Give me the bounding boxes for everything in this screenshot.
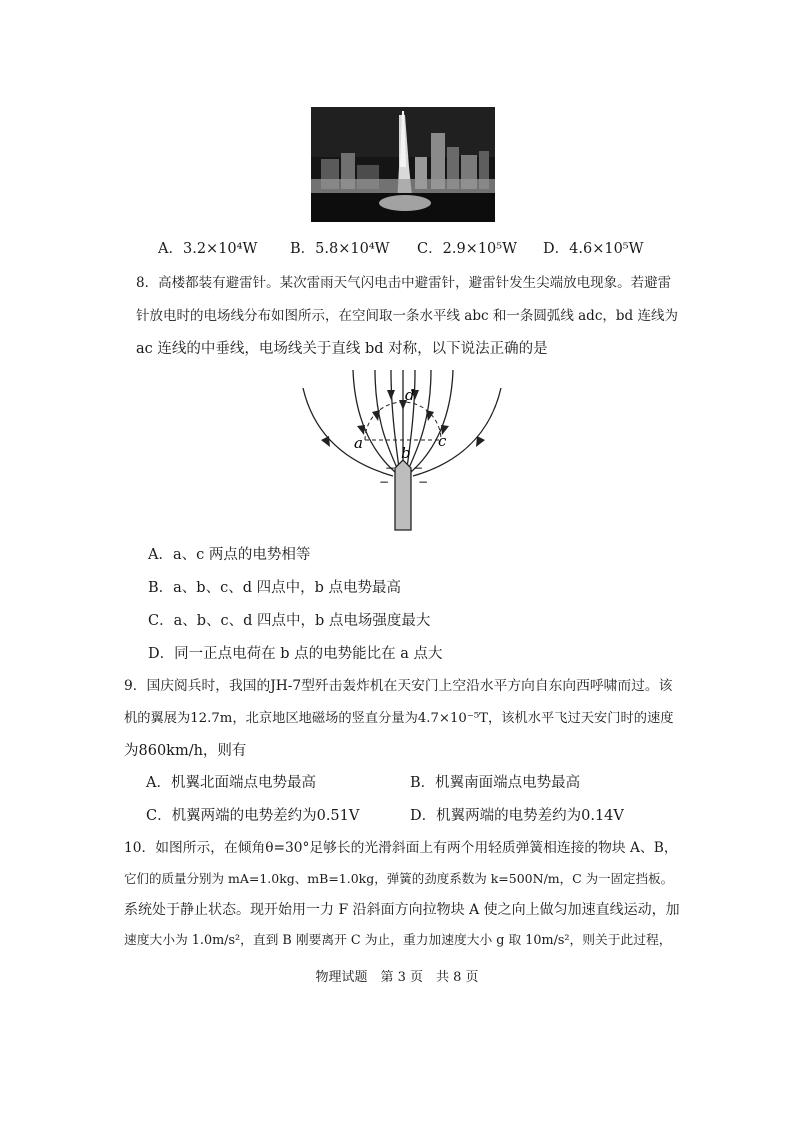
label-c: c	[438, 432, 447, 450]
q8-option-a: A．a、c 两点的电势相等	[148, 547, 311, 563]
field-line-left-1	[391, 370, 399, 468]
charge-minus-2: −	[413, 461, 424, 475]
q8-line-3: ac 连线的中垂线，电场线关于直线 bd 对称，以下说法正确的是	[136, 341, 548, 357]
field-line-right-3	[411, 370, 453, 472]
charge-minus-4: −	[418, 475, 429, 489]
field-line-left-3	[353, 370, 395, 472]
arrow-left-1	[387, 390, 395, 400]
q10-line-1: 10．如图所示，在倾角θ=30°足够长的光滑斜面上有两个用轻质弹簧相连接的物块 A、B，	[124, 840, 678, 856]
lightning-rod	[395, 460, 411, 530]
photo-graphic	[311, 107, 495, 222]
charge-minus-3: −	[379, 475, 390, 489]
q7-option-b	[290, 239, 390, 259]
q9-line-3: 为860km/h，则有	[124, 743, 247, 759]
arrow-right-4	[476, 436, 485, 447]
q10-line-3: 系统处于静止状态。现开始用一力 F 沿斜面方向拉物块 A 使之向上做匀加速直线运动，加	[124, 902, 680, 918]
field-line-left-2	[375, 370, 398, 470]
q7-option-d-value: 4.6×10⁵W	[569, 241, 644, 257]
arrow-left-2	[372, 410, 380, 421]
arrow-right-2	[426, 410, 434, 421]
q7-option-d	[543, 239, 644, 259]
q9-option-d: D．机翼两端的电势差约为0.14V	[410, 808, 624, 824]
q7-option-b-label: B．	[290, 241, 316, 257]
q7-option-a-label: A．	[158, 241, 183, 257]
q7-option-c	[417, 239, 517, 259]
q7-option-c-value: 2.9×10⁵W	[442, 241, 517, 257]
page-footer: 物理试题 第 3 页 共 8 页	[315, 970, 479, 985]
q9-line-2: 机的翼展为12.7m，北京地区地磁场的竖直分量为4.7×10⁻⁵T，该机水平飞过天安门时的速度	[124, 711, 674, 726]
charge-minus-1: −	[385, 461, 396, 475]
arrow-left-4	[321, 436, 330, 447]
q7-option-b-value: 5.8×10⁴W	[315, 241, 390, 257]
lightning-city-photo	[311, 107, 495, 222]
q9-option-a: A．机翼北面端点电势最高	[146, 775, 316, 791]
q8-option-b: B．a、b、c、d 四点中，b 点电势最高	[148, 580, 401, 596]
q9-option-b: B．机翼南面端点电势最高	[410, 775, 581, 791]
label-a: a	[354, 434, 363, 452]
q7-option-c-label: C．	[417, 241, 443, 257]
q7-option-d-label: D．	[543, 241, 570, 257]
q10-line-2: 它们的质量分别为 mA=1.0kg、mB=1.0kg，弹簧的劲度系数为 k=500N/m，C 为一固定挡板。	[124, 871, 674, 886]
q8-option-d: D．同一正点电荷在 b 点的电势能比在 a 点大	[148, 646, 443, 662]
q8-line-2: 针放电时的电场线分布如图所示，在空间取一条水平线 abc 和一条圆弧线 adc，bd 连线为	[136, 308, 678, 324]
q10-line-4: 速度大小为 1.0m/s²，直到 B 刚要离开 C 为止，重力加速度大小 g 取 10m/s²，则关于此过程，	[124, 933, 672, 948]
label-b: b	[401, 444, 411, 462]
q7-option-a	[158, 239, 257, 259]
q7-option-a-value: 3.2×10⁴W	[182, 241, 258, 257]
field-line-left-4	[303, 388, 396, 476]
q9-option-c: C．机翼两端的电势差约为0.51V	[146, 808, 360, 824]
field-line-right-4	[413, 388, 501, 476]
label-d: d	[405, 386, 415, 404]
q8-option-c: C．a、b、c、d 四点中，b 点电场强度最大	[148, 613, 431, 629]
field-line-right-2	[408, 370, 431, 470]
field-lines-diagram	[295, 368, 505, 533]
q8-line-1: 8．高楼都装有避雷针。某次雷雨天气闪电击中避雷针，避雷针发生尖端放电现象。若避雷	[136, 275, 672, 291]
q9-line-1: 9．国庆阅兵时，我国的JH-7型歼击轰炸机在天安门上空沿水平方向自东向西呼啸而过。该	[124, 678, 673, 694]
